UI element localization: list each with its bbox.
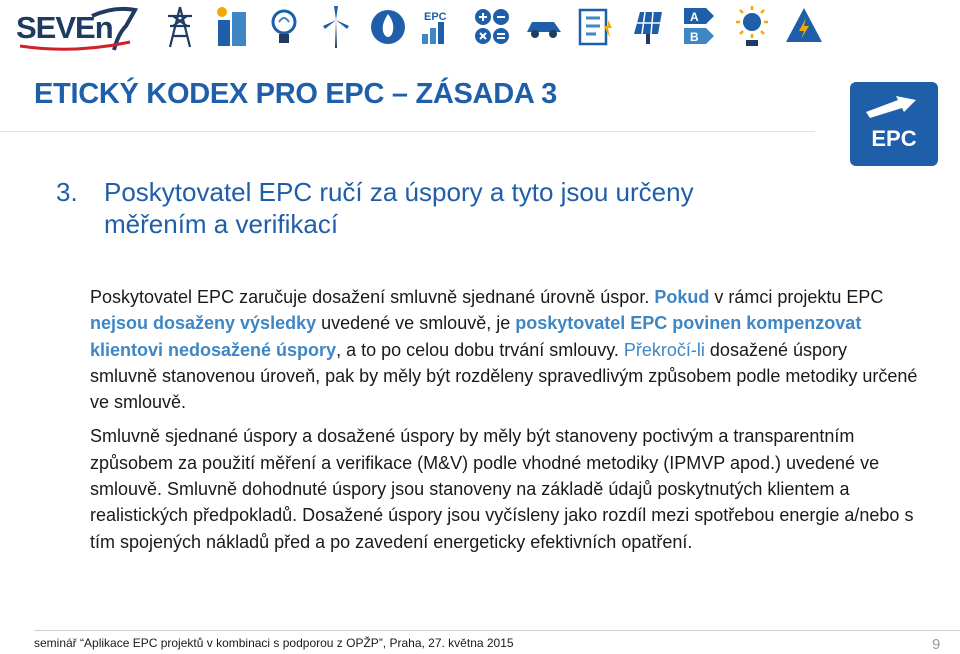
math-symbols-icon	[472, 4, 512, 50]
paragraph-guarantee: Poskytovatel EPC zaručuje dosažení smluvně sjednané úrovně úspor. Pokud v rámci projektu EPC nejsou dosaženy výsledky uvedené ve smlouvě, je poskytovatel EPC povinen kompenzovat klientovi nedosažené úspory, a to po celou dobu trvání smlouvy. Překročí-li dosažené úspory smluvně stanovenou úroveň, pak by měly být rozděleny spravedlivým způsobem podle metodiky určené ve smlouvě.	[90, 287, 918, 413]
body-text	[90, 284, 918, 555]
seven-logo	[14, 4, 138, 52]
svg-text:EPC: EPC	[424, 11, 447, 23]
paragraph-measurement: Smluvně sjednané úspory a dosažené úspory by měly být stanoveny poctivým a transparentním způsobem za použití měření a verifikace (M&V) podle vhodné metodiky (IPMVP apod.) uvedené ve smlouvě. Smluvně dohodnuté úspory jsou stanoveny na základě údajů poskytnutých klientem a realistických předpokladů. Dosažené úspory jsou vyčísleny jako rozdíl mezi spotřebou energie a/nebo s tím spojených nákladů před a po zavedení energeticky efektivních opatření.	[90, 426, 914, 552]
solar-panel-icon	[628, 4, 668, 50]
svg-text:EPC: EPC	[871, 126, 917, 151]
electric-car-icon	[524, 4, 564, 50]
wind-turbine-icon	[316, 4, 356, 50]
principle-heading-line2: měřením a verifikací	[104, 209, 339, 239]
svg-text:B: B	[690, 30, 699, 44]
power-pylon-icon	[160, 4, 200, 50]
svg-text:SEVEn: SEVEn	[16, 10, 113, 45]
footer-seminar-text: seminář “Aplikace EPC projektů v kombinaci s podporou z OPŽP”, Praha, 27. května 2015	[34, 636, 514, 650]
header-strip	[0, 0, 960, 56]
energy-label-icon	[576, 4, 616, 50]
svg-text:A: A	[690, 10, 699, 24]
efficient-bulb-icon	[264, 4, 304, 50]
principle-heading-line1: Poskytovatel EPC ručí za úspory a tyto jsou určeny	[104, 177, 694, 207]
page-number: 9	[932, 636, 941, 653]
principle-heading	[56, 176, 836, 240]
footer-divider	[34, 630, 960, 631]
solar-building-icon	[212, 4, 252, 50]
flame-energy-icon	[368, 4, 408, 50]
epc-chart-icon	[420, 4, 460, 50]
principle-number: 3.	[56, 177, 78, 207]
ab-rating-icon	[680, 4, 720, 50]
epc-badge-icon	[850, 82, 938, 166]
lightning-warning-icon	[784, 4, 824, 50]
energy-icon-strip	[160, 4, 880, 50]
sun-rays-icon	[732, 4, 772, 50]
page-title: ETICKÝ KODEX PRO EPC – ZÁSADA 3	[34, 78, 557, 110]
